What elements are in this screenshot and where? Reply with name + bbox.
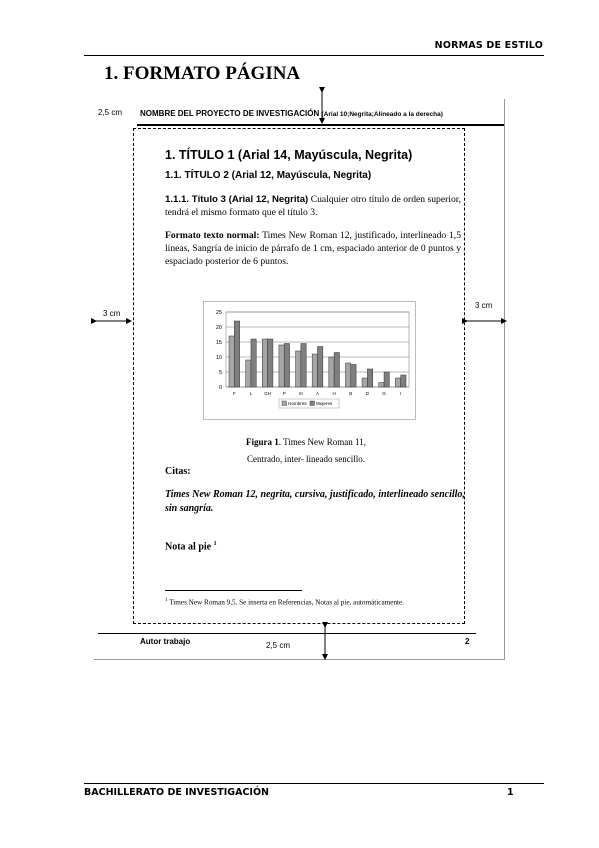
y-tick-label: 25	[215, 310, 222, 316]
project-title-text: NOMBRE DEL PROYECTO DE INVESTIGACIÓN	[140, 109, 320, 118]
margin-top-label: 2,5 cm	[98, 108, 123, 117]
x-tick-label: B	[349, 391, 353, 396]
y-tick-label: 10	[215, 355, 222, 361]
y-tick-label: 15	[215, 340, 222, 346]
margin-bottom-label: 2,5 cm	[266, 641, 291, 650]
footnote-label: Nota al pie	[165, 541, 212, 553]
margin-right-label: 3 cm	[475, 301, 493, 310]
citas-label: Citas:	[165, 466, 191, 477]
citas-text: Times New Roman 12, negrita, cursiva, justificado, interlineado sencillo, sin sangría.	[165, 489, 465, 514]
y-tick-label: 20	[215, 325, 222, 331]
page-header-title: NORMAS DE ESTILO	[434, 40, 543, 51]
x-tick-label: GH	[264, 391, 271, 396]
x-tick-label: H	[332, 391, 336, 396]
figure-caption-text: . Times New Roman 11, Centrado, inter- lineado sencillo.	[246, 437, 366, 464]
x-tick-label: F	[232, 391, 236, 396]
heading-2-example: 1.1. TÍTULO 2 (Arial 12, Mayúscula, Negrita)	[165, 170, 372, 181]
heading-3-label: 1.1.1. Título 3 (Arial 12, Negrita)	[165, 194, 309, 205]
normal-text-description: Times New Roman 12, justificado, interlineado 1,5 líneas, Sangría de inicio de párrafo de 1 cm, espaciado anterior de 0 puntos y espaciado posterior de 6 puntos.	[165, 230, 461, 268]
x-tick-label: A	[315, 391, 320, 396]
project-title-note: (Arial 10;Negrita;Alineado a la derecha)	[321, 111, 443, 118]
x-tick-label: I	[400, 391, 402, 396]
footer-rule	[84, 783, 544, 784]
x-tick-label: L	[249, 391, 253, 396]
legend-label: Hombres	[288, 401, 307, 406]
legend-label: Mujeres	[316, 401, 333, 406]
y-tick-label: 5	[218, 370, 222, 376]
x-tick-label: III	[298, 391, 303, 396]
section-title: 1. FORMATO PÁGINA	[104, 63, 301, 84]
footer-title: BACHILLERATO DE INVESTIGACIÓN	[84, 787, 269, 798]
diagram-footer-author: Autor trabajo	[140, 637, 191, 646]
x-tick-label: P	[282, 391, 286, 396]
heading-1-example: 1. TÍTULO 1 (Arial 14, Mayúscula, Negrita)	[165, 148, 413, 162]
footnote-example-mark: 1	[165, 598, 168, 603]
margin-left-label: 3 cm	[103, 309, 121, 318]
heading-3-text: Cualquier otro título de orden superior, tendrá el mismo formato que el título 3.	[165, 194, 461, 219]
y-tick-label: 0	[218, 385, 222, 391]
footer-page-number: 1	[507, 787, 514, 798]
figure-label: Figura 1	[246, 437, 279, 447]
x-tick-label: D	[365, 391, 370, 396]
footnote-mark: 1	[213, 541, 217, 547]
diagram-footer-page: 2	[465, 637, 470, 646]
normal-text-label: Formato texto normal:	[165, 230, 260, 241]
footnote-example-text: Times New Roman 9,5. Se inserta en Referencias, Notas al pie, automáticamente.	[169, 598, 405, 607]
x-tick-label: G	[382, 391, 386, 396]
